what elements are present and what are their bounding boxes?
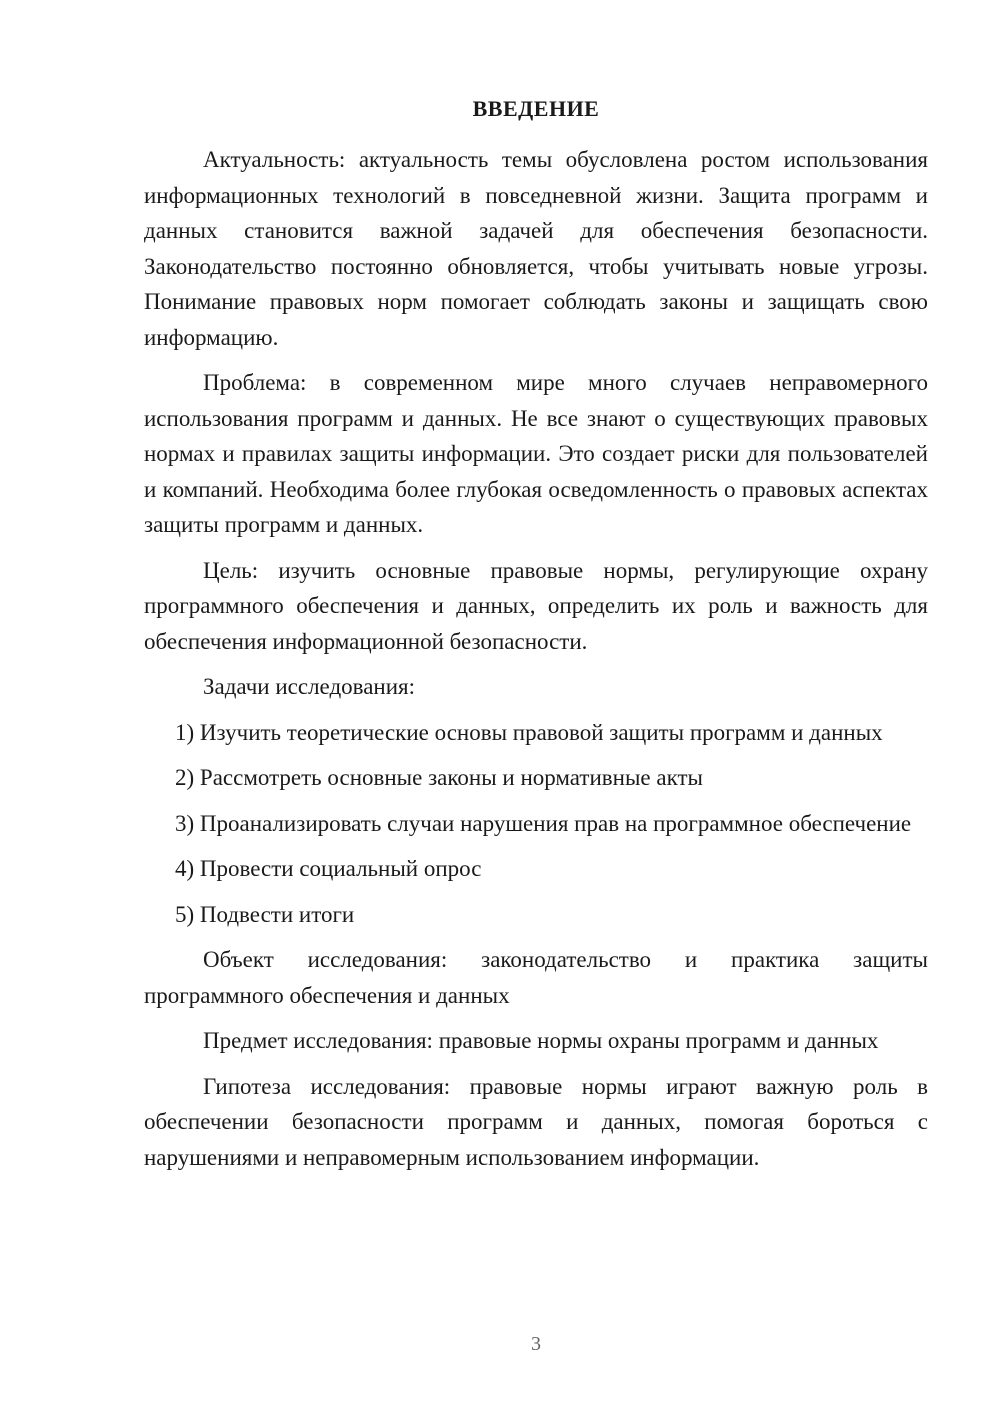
task-item-5: 5) Подвести итоги [175,901,355,927]
paragraph-goal: Цель: изучить основные правовые нормы, регулирующие охрану программного обеспечения и данных, определить их роль и важность для обеспечения информационной безопасности. [144,557,928,654]
task-item-4: 4) Провести социальный опрос [175,856,482,881]
paragraph-relevance: Актуальность: актуальность темы обусловлена ростом использования информационных технологий в повседневной жизни. Защита программ и данных становится важной задачей для обеспечения безопасности. Законодательство постоянно обновляется, чтобы учитывать новые угрозы. Понимание правовых норм помогает соблюдать законы и защищать свою информацию. [144,147,928,350]
page-number: 3 [531,1333,541,1355]
paragraph-tasks-heading: Задачи исследования: [203,674,416,699]
document-body [144,142,928,1185]
paragraph-object: Объект исследования: законодательство и практика защиты программного обеспечения и данных [144,947,928,1008]
task-item-1: 1) Изучить теоретические основы правовой защиты программ и данных [175,719,883,745]
page-title: ВВЕДЕНИЕ [472,96,600,121]
task-item-3: 3) Проанализировать случаи нарушения прав на программное обеспечение [175,810,912,836]
task-item-2: 2) Рассмотреть основные законы и нормативные акты [175,765,703,790]
paragraph-hypothesis: Гипотеза исследования: правовые нормы играют важную роль в обеспечении безопасности программ и данных, помогая бороться с нарушениями и неправомерным использованием информации. [144,1073,928,1170]
paragraph-problem: Проблема: в современном мире много случаев неправомерного использования программ и данных. Не все знают о существующих правовых нормах и правилах защиты информации. Это создает риски для пользователей и компаний. Необходима более глубокая осведомленность о правовых аспектах защиты программ и данных. [144,370,928,537]
paragraph-subject: Предмет исследования: правовые нормы охраны программ и данных [203,1028,879,1053]
